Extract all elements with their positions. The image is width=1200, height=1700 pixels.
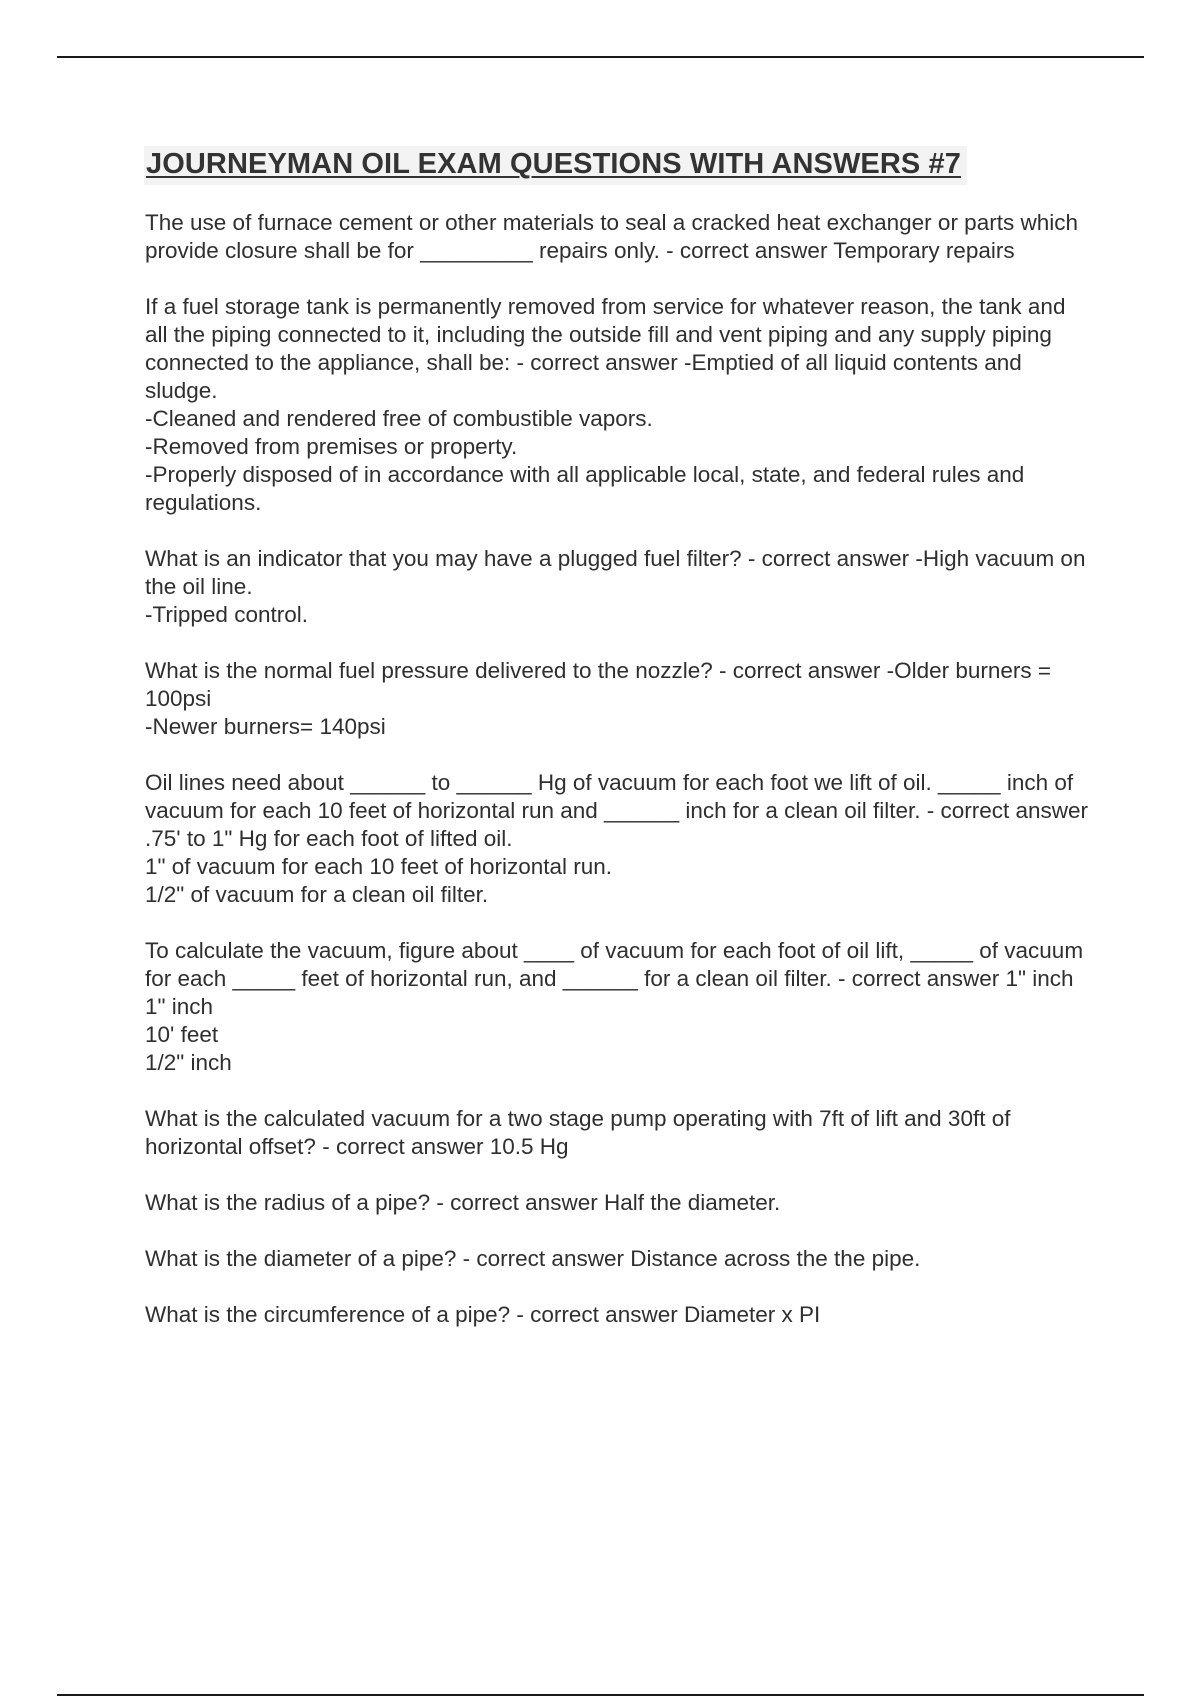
qa-item <box>145 657 1090 741</box>
qa-item <box>145 293 1090 517</box>
qa-text: What is the circumference of a pipe? - correct answer Diameter x PI <box>145 1302 821 1327</box>
qa-text: To calculate the vacuum, figure about ____ of vacuum for each foot of oil lift, _____ of vacuum for each _____ feet of horizontal run, and ______ for a clean oil filter. - correct answer 1" inch <box>145 938 1084 991</box>
qa-answer-line: -Properly disposed of in accordance with all applicable local, state, and federal rules and regulations. <box>145 462 1025 515</box>
qa-item <box>145 937 1090 1077</box>
qa-item <box>145 1105 1090 1161</box>
qa-item <box>145 209 1090 265</box>
qa-answer-line: -Removed from premises or property. <box>145 434 518 459</box>
top-divider <box>57 56 1144 58</box>
qa-answer-line: 1" of vacuum for each 10 feet of horizontal run. <box>145 854 613 879</box>
qa-answer-line: 1/2" of vacuum for a clean oil filter. <box>145 882 489 907</box>
qa-item <box>145 769 1090 909</box>
qa-text: What is the normal fuel pressure delivered to the nozzle? - correct answer -Older burners = 100psi <box>145 658 1052 711</box>
bottom-divider <box>57 1694 1144 1696</box>
qa-item <box>145 545 1090 629</box>
qa-text: The use of furnace cement or other materials to seal a cracked heat exchanger or parts which provide closure shall be for _________ repairs only. - correct answer Temporary repairs <box>145 210 1078 263</box>
qa-text: What is the radius of a pipe? - correct answer Half the diameter. <box>145 1190 781 1215</box>
qa-list <box>145 209 1090 1357</box>
page-title: JOURNEYMAN OIL EXAM QUESTIONS WITH ANSWERS #7 <box>144 146 967 185</box>
qa-answer-line: 1" inch <box>145 994 214 1019</box>
qa-answer-line: -Cleaned and rendered free of combustible vapors. <box>145 406 653 431</box>
qa-answer-line: -Newer burners= 140psi <box>145 714 386 739</box>
qa-text: What is the diameter of a pipe? - correct answer Distance across the the pipe. <box>145 1246 921 1271</box>
qa-answer-line: 1/2" inch <box>145 1050 232 1075</box>
qa-answer-line: 10' feet <box>145 1022 219 1047</box>
qa-text: Oil lines need about ______ to ______ Hg of vacuum for each foot we lift of oil. _____ inch of vacuum for each 10 feet of horizontal run and ______ inch for a clean oil filter. - correct answer .75' to 1" Hg for each foot of lifted oil. <box>145 770 1089 851</box>
qa-item <box>145 1301 1090 1329</box>
qa-item <box>145 1189 1090 1217</box>
qa-text: If a fuel storage tank is permanently removed from service for whatever reason, the tank and all the piping connected to it, including the outside fill and vent piping and any supply piping connected to the appliance, shall be: - correct answer -Emptied of all liquid contents and sludge. <box>145 294 1066 403</box>
qa-answer-line: -Tripped control. <box>145 602 308 627</box>
qa-text: What is an indicator that you may have a plugged fuel filter? - correct answer -High vacuum on the oil line. <box>145 546 1086 599</box>
qa-text: What is the calculated vacuum for a two stage pump operating with 7ft of lift and 30ft of horizontal offset? - correct answer 10.5 Hg <box>145 1106 1011 1159</box>
qa-item <box>145 1245 1090 1273</box>
